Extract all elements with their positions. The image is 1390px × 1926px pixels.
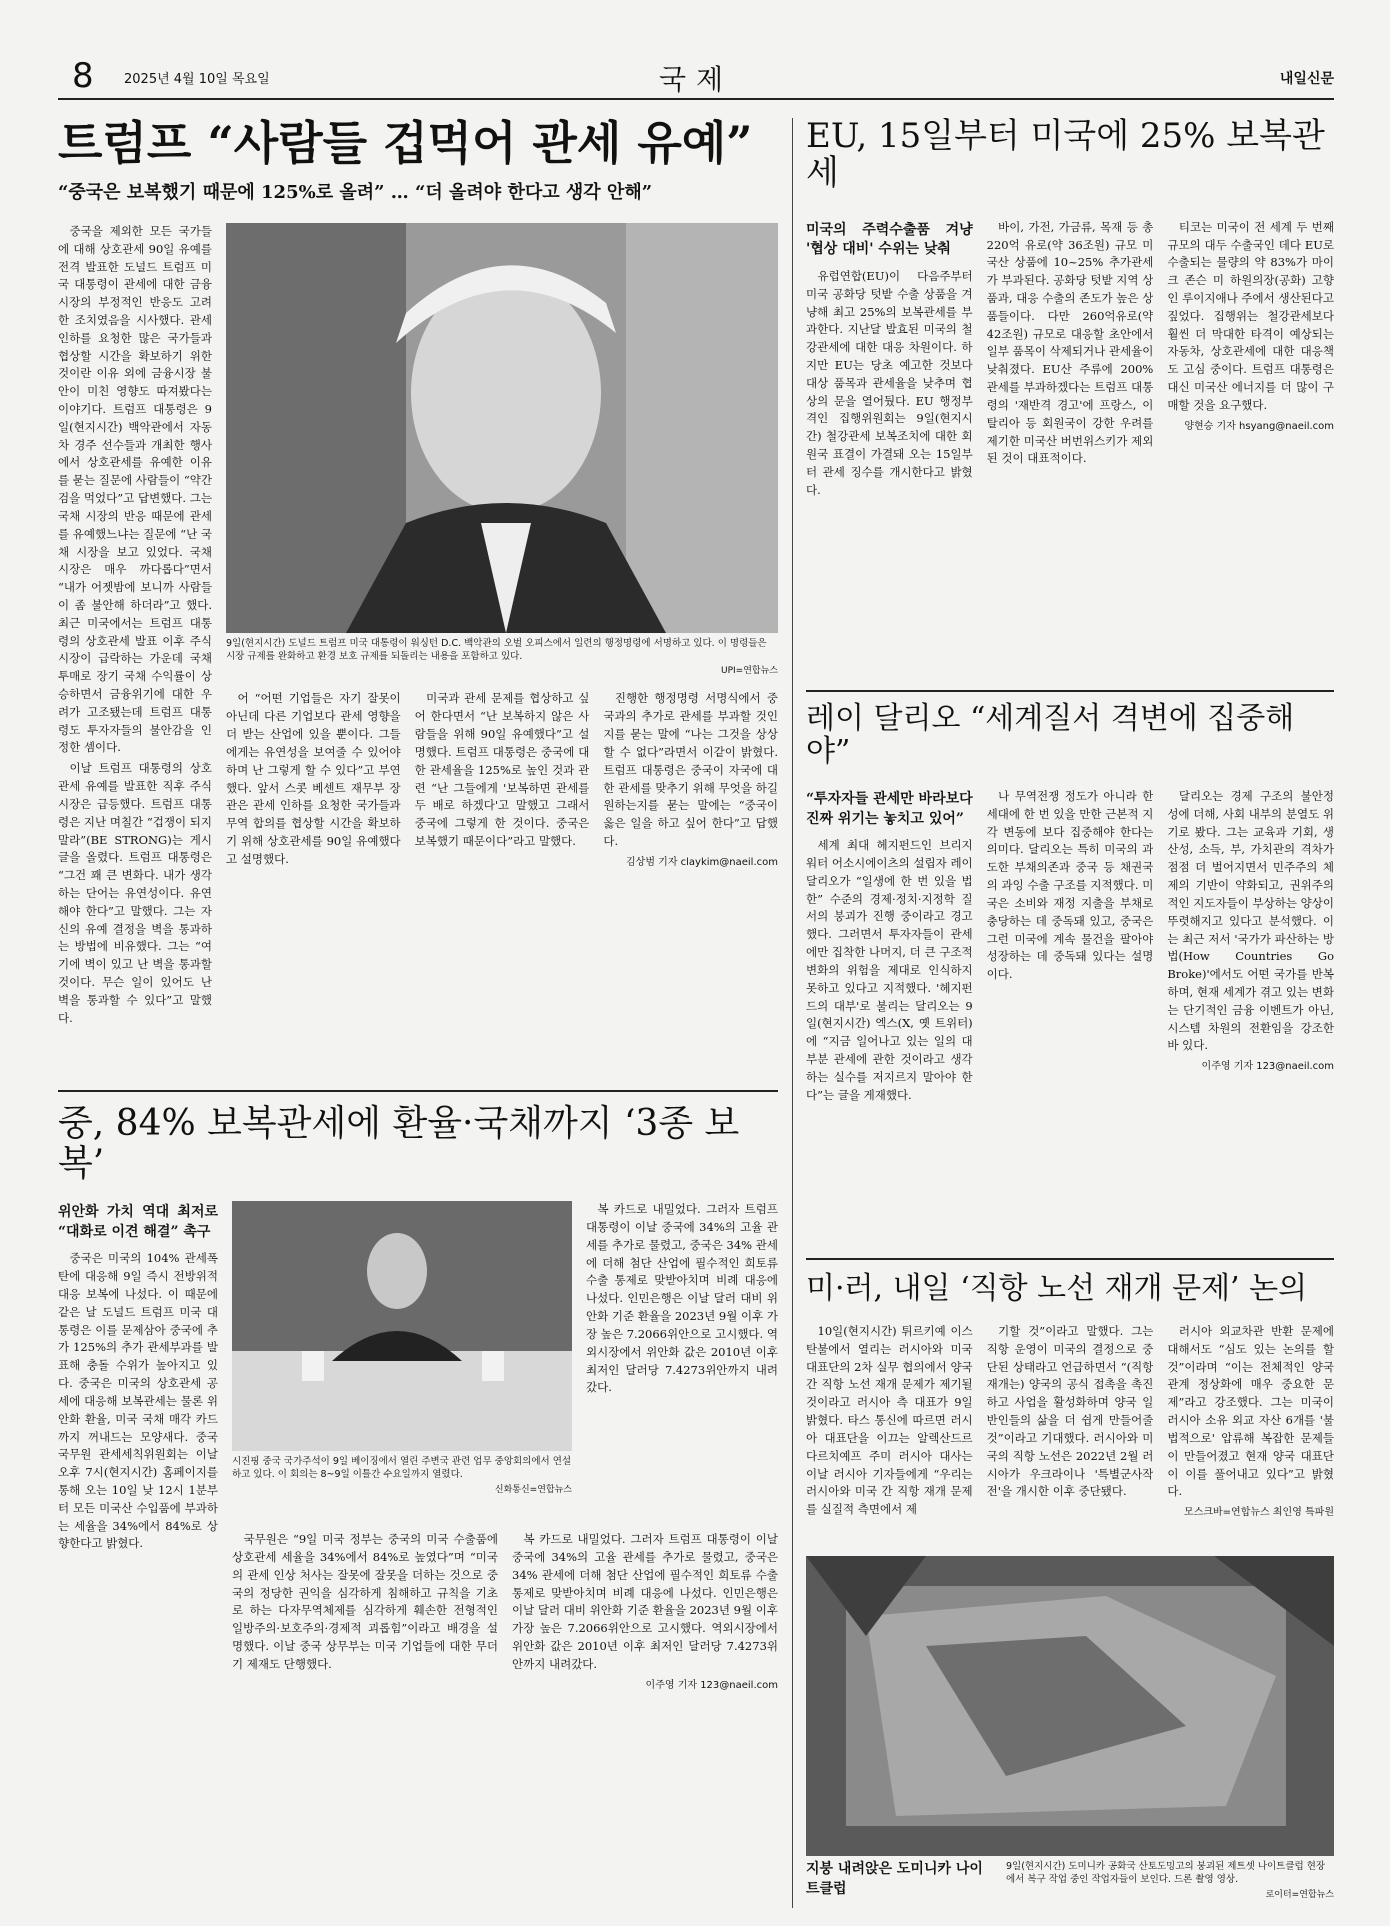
section-rule — [806, 1258, 1334, 1260]
byline-eu: 양현승 기자 hsyang@naeil.com — [1184, 420, 1334, 432]
issue-date: 2025년 4월 10일 목요일 — [124, 72, 270, 87]
article-column: 미국의 주력수출품 겨냥 '협상 대비' 수위는 낮춰 유럽연합(EU)이 다음주부터 미국 공화당 텃밭 수출 상품을 겨냥해 최고 25%의 보복관세를 부과한다. 지난달 발효된 미국의 철강관세에 대한 대응 차원이다. 하지만 EU는 당초 예고한 것보다 대상 품목과 관세율을 낮추며 협상의 문을 열어뒀다. EU 행정부 격인 집행위원회는 9일(현지시간) 철강관세 보복조치에 대한 회원국 표결이 가결돼 오는 15일부터 관세 징수를 개시한다고 밝혔다. — [806, 221, 973, 497]
article-column: 복 카드로 내밀었다. 그러자 트럼프 대통령이 이날 중국에 34%의 고율 관세를 추가로 물렸고, 중국은 34% 관세에 더해 첨단 산업에 필수적인 희토류 수출 통제로 맞받아치며 비례 대응에 나섰다. 인민은행은 이날 달러 대비 위안화 기준 환율을 2023년 9월 이후 가장 높은 7.2066위안으로 고시했다. 역외시장에서 위안화 값은 2010년 이후 최저인 달러당 7.4273위안까지 내려갔다. 이주영 기자 123@naeil.com — [512, 1531, 778, 1914]
section-rule — [806, 690, 1334, 692]
byline-china: 이주영 기자 123@naeil.com — [645, 1679, 778, 1691]
column-divider — [792, 118, 793, 1908]
article-column: 러시아 외교차관 반환 문제에 대해서도 “심도 있는 논의를 할 것”이라며 “이는 전체적인 양국 관계 정상화에 매우 중요한 문제”라고 강조했다. 그는 미국이 러시아 소유 외교 자산 6개를 '불법적으로' 압류해 복잡한 문제들이 만들어졌고 현재 양국 대표단이 이를 풀어내고 있다”고 밝혔다. 모스크바=연합뉴스 최인영 특파원 — [1167, 1323, 1334, 1523]
article-trump — [58, 118, 778, 1078]
trump-photo-caption: 9일(현지시간) 도널드 트럼프 미국 대통령이 워싱턴 D.C. 백악관의 오벌 오피스에서 일련의 행정명령에 서명하고 있다. 이 명령들은 시장 규제를 완화하고 환경 보호 규제를 되돌리는 내용을 포함하고 있다. — [226, 637, 767, 663]
kicker-eu: 미국의 주력수출품 겨냥 '협상 대비' 수위는 낮춰 — [806, 221, 973, 258]
article-column: 10일(현지시간) 튀르키예 이스탄불에서 열리는 러시아와 미국 대표단의 2차 실무 협의에서 양국 간 직항 노선 재개 문제가 제기될 것이라고 러시아 측 대표가 9일 밝혔다. 타스 통신에 따르면 러시아 대표단을 이끄는 알렉산드르 다르치예프 주미 러시아 대사는 이날 러시아 기자들에게 “우리는 러시아와 미국 간 직항 재개 문제를 실질적 측면에서 제 — [806, 1324, 973, 1517]
trump-photo — [226, 223, 778, 633]
nightclub-photo-image — [806, 1556, 1334, 1856]
byline-dalio: 이주영 기자 123@naeil.com — [1201, 1061, 1334, 1073]
kicker-dalio: “투자자들 관세만 바라보다 진짜 위기는 놓치고 있어” — [806, 791, 973, 827]
photo-caption-domrep: 9일(현지시간) 도미니카 공화국 산토도밍고의 붕괴된 제트셋 나이트클럽 현장에서 복구 작업 중인 작업자들이 보인다. 드론 촬영 영상. — [1006, 1861, 1326, 1886]
xi-photo — [232, 1201, 572, 1451]
photo-title-domrep: 지붕 내려앉은 도미니카 나이트클럽 — [806, 1861, 983, 1897]
subheadline-trump: “중국은 보복했기 때문에 125%로 올려” … “더 올려야 한다고 생각 안해” — [58, 181, 653, 203]
article-column: 어 “어떤 기업들은 자기 잘못이 아닌데 다른 기업보다 관세 영향을 더 받는 산업에 있을 뿐이다. 그들에게는 유연성을 보여줄 수 있어야 하며 난 그렇게 할 수 있다”고 부연했다. 앞서 스콧 베센트 재무부 장관은 관세 인하를 요청한 국가들과 무역 합의를 협상할 시간을 확보하기 위해 상호관세를 90일 유예했다고 설명했다. — [226, 691, 401, 866]
page-number: 8 — [72, 56, 94, 96]
xi-photo-image — [232, 1201, 572, 1451]
newspaper-name: 내일신문 — [1279, 71, 1334, 87]
trump-photo-credit: UPI=연합뉴스 — [721, 666, 778, 677]
byline-russia: 모스크바=연합뉴스 최인영 특파원 — [1184, 1507, 1334, 1519]
article-column: 미국과 관세 문제를 협상하고 싶어 한다면서 “난 보복하지 않은 사람들을 위해 90일 유예했다”고 설명했다. 트럼프 대통령은 중국에 대한 관세율을 125%로 높인 것과 관련 “난 그들에게 '보복하면 관세를 두 배로 하겠다'고 말했고 그래서 중국에 그렇게 한 것이다. 중국은 보복했기 때문이다”라고 말했다. — [414, 691, 590, 848]
article-column: “투자자들 관세만 바라보다 진짜 위기는 놓치고 있어” 세계 최대 헤지펀드인 브리지워터 어소시에이츠의 설립자 레이 달리오가 “일생에 한 번 있을 법한” 수준의 경제·정치·지정학 질서의 붕괴가 진행 중이라고 경고했다. 그러면서 투자자들이 관세에만 집착한 나머지, 더 큰 구조적 변화의 위험을 제대로 인식하지 못하고 있다고 지적했다. '헤지펀드의 대부'로 불리는 달리오는 9일(현지시간) 엑스(X, 옛 트위터)에 “지금 일어나고 있는 일의 대부분 관세에 관한 것이라고 생각하는 실수를 저지르지 말아야 한다”는 글을 게재했다. — [806, 791, 973, 1102]
article-column: 진행한 행정명령 서명식에서 중국과의 추가로 관세를 부과할 것인지를 묻는 말에 “나는 그것을 상상할 수 없다”라면서 이같이 밝혔다. 트럼프 대통령은 중국이 자국에 대한 관세를 맞추기 위해 무엇을 하길 원하는지를 묻는 말에는 “중국이 옳은 일을 하고 싶어 한다”고 답했다. 김상범 기자 claykim@naeil.com — [603, 690, 778, 1050]
article-column: 위안화 가치 역대 최저로 “대화로 이견 해결” 촉구 중국은 미국의 104% 관세폭탄에 대응해 9일 즉시 전방위적 대응 보복에 나섰다. 이 때문에 같은 날 도널드 트럼프 미국 대통령은 이를 문제삼아 중국에 추가 125%의 추가 관세부과를 발표해 충돌 수위가 높아지고 있다. 중국은 미국의 상호관세 공세에 대응해 보복관세는 물론 위안화 환율, 미국 국채 매각 카드까지 꺼내드는 모양새다. 중국 국무원 관세세칙위원회는 이날 오후 7시(현지시간) 홈페이지를 통해 오는 10일 낮 12시 1분부터 모든 미국산 수입품에 부과하는 세율을 34%에서 84%로 상향한다고 밝혔다. — [58, 1204, 218, 1551]
article-column: 기할 것”이라고 말했다. 그는 직항 운영이 미국의 결정으로 중단된 상태라고 언급하면서 “(직항 재개는) 양국의 공식 접촉을 촉진하고 사업을 활성화하며 양국 일반인들의 삶을 더 쉽게 만들어줄 것”이라고 기대했다. 러시아와 미국의 직항 노선은 2022년 2월 러시아가 우크라이나 '특별군사작전'을 개시한 이후 중단됐다. — [986, 1324, 1154, 1499]
byline-trump: 김상범 기자 claykim@naeil.com — [626, 856, 778, 868]
article-china — [58, 1104, 778, 1914]
article-column: 복 카드로 내밀었다. 그러자 트럼프 대통령이 이날 중국에 34%의 고율 관세를 추가로 물렸고, 중국은 34% 관세에 더해 첨단 산업에 필수적인 희토류 수출 통제로 맞받아치며 비례 대응에 나섰다. 인민은행은 이날 달러 대비 위안화 기준 환율을 2023년 9월 이후 가장 높은 7.2066위안으로 고시했다. 역외시장에서 위안화 값은 2010년 이후 최저인 달러당 7.4273위안까지 내려갔다. — [586, 1202, 778, 1395]
article-column: 바이, 가전, 가금류, 목재 등 총 220억 유로(약 36조원) 규모 미국산 상품에 10~25% 추가관세가 부과된다. 공화당 텃밭 지역 상품과, 대응 수출의 존도가 높은 상품들이다. 다만 260억유로(약 42조원) 규모로 대응할 초안에서 일부 품목이 삭제되거나 관세율이 낮춰졌다. EU산 주류에 200% 관세를 부과하겠다는 트럼프 대통령의 '재반격 경고'에 프랑스, 이탈리아 등 회원국이 강한 우려를 제기한 미국산 버번위스키가 제외된 것이 대표적이다. — [986, 219, 1154, 466]
headline-china: 중, 84% 보복관세에 환율·국채까지 ‘3종 보복’ — [58, 1104, 740, 1184]
article-column: 달리오는 경제 구조의 불안정성에 더해, 사회 내부의 분열도 위기로 봤다. 그는 교육과 기회, 생산성, 소득, 부, 가치관의 격차가 점점 더 벌어지면서 민주주의 체제의 기반이 약화되고, 권위주의적인 지도자들이 부상하는 양상이 뚜렷해지고 있다고 분석했다. 이는 최근 저서 '국가가 파산하는 방법(How Countries Go Broke)'에서도 어떤 국가를 반복하며, 현재 세계가 겪고 있는 변화는 단기적인 금융 이벤트가 아닌, 시스템 차원의 전환임을 강조한 바 있다. 이주영 기자 123@naeil.com — [1167, 788, 1334, 1242]
headline-trump: 트럼프 “사람들 겁먹어 관세 유예” — [58, 118, 753, 170]
article-column: 티코는 미국이 전 세계 두 번째 규모의 대두 수출국인 데다 EU로 수출되는 물량의 약 83%가 마이크 존슨 미 하원의장(공화) 고향인 루이지애나 주에서 생산된다고 짚었다. 집행위는 철강관세보다 훨씬 더 막대한 타격이 예상되는 자동차, 상호관세에 대한 대응책도 고심 중이다. 트럼프 대통령은 대신 미국산 에너지를 더 많이 구매할 것을 요구했다. 양현승 기자 hsyang@naeil.com — [1167, 219, 1334, 678]
article-column: 국무원은 “9일 미국 정부는 중국의 미국 수출품에 상호관세 세율을 34%에서 84%로 높였다”며 “미국의 관세 인상 처사는 잘못에 잘못을 더하는 것으로 중국의 정당한 권익을 심각하게 침해하고 규칙을 기초로 하는 다자무역체제를 심각하게 훼손한 전형적인 일방주의·보호주의·경제적 괴롭힘”이라고 배경을 설명했다. 이날 중국 상무부는 미국 기업들에 대한 무더기 제재도 단행했다. — [232, 1532, 498, 1671]
article-dalio — [806, 702, 1334, 1242]
trump-photo-image — [226, 223, 778, 633]
nightclub-photo — [806, 1556, 1334, 1856]
headline-dalio: 레이 달리오 “세계질서 격변에 집중해야” — [806, 702, 1295, 769]
kicker-china: 위안화 가치 역대 최저로 “대화로 이견 해결” 촉구 — [58, 1204, 218, 1240]
xi-photo-caption: 시진핑 중국 국가주석이 9일 베이징에서 열린 주변국 관련 업무 중앙회의에서 연설하고 있다. 이 회의는 8~9일 이틀간 수요일까지 열렸다. — [232, 1456, 572, 1481]
headline-eu: EU, 15일부터 미국에 25% 보복관세 — [806, 118, 1325, 194]
photo-credit-domrep: 로이터=연합뉴스 — [1265, 1889, 1334, 1900]
masthead — [58, 56, 1334, 100]
section-rule — [58, 1090, 778, 1092]
article-russia — [806, 1272, 1334, 1542]
article-column: 중국을 제외한 모든 국가들에 대해 상호관세 90일 유예를 전격 발표한 도널드 트럼프 미국 대통령이 관세에 대한 금융시장의 부정적인 반응도 고려한 조치였음을 시사했다. 관세 인하를 요청한 많은 국가들과 협상할 시간을 확보하기 위한 것이란 이유 외에 금융시장 불안이 미친 영향도 따져봤다는 이야기다. 트럼프 대통령은 9일(현지시간) 백악관에서 자동차 경주 선수들과 개최한 행사에서 상호관세를 유예한 이유를 묻는 질문에 사람들이 “약간 검을 먹었다”고 답변했다. 그는 국채 시장의 반응 때문에 관세를 유예했느냐는 질문에 “난 국채 시장을 보고 있었다. 국채 시장은 매우 까다롭다”면서 “내가 어젯밤에 보니까 사람들이 좀 불안해 하더라”고 했다. 최근 미국에서는 트럼프 대통령의 상호관세 발표 이후 주식시장이 급락하는 가운데 국채 투매로 장기 국채 수익률이 상승하면서 금융위기에 대한 우려가 고조됐는데 트럼프 대통령도 투자자들의 불안감을 인정한 셈이다. 이날 트럼프 대통령의 상호관세 유예를 발표한 직후 주식시장은 급등했다. 트럼프 대통령은 지난 며칠간 “겁쟁이 되지 말라”(BE STRONG)는 게시글을 올렸다. 트럼프 대통령은 “그건 꽤 큰 변화다. 내가 생각하는 단어는 유연성이다. 유연해야 한다”고 말했다. 그는 자신의 유예 결정을 벽을 통과하는 방법에 비유했다. 그는 “여기에 벽이 있고 난 벽을 통과할 것이다. 무슨 일이 있어도 난 벽을 통과할 수 있다”고 말했다. — [58, 223, 212, 1025]
section-title: 국제 — [658, 63, 734, 96]
headline-russia: 미·러, 내일 ‘직항 노선 재개 문제’ 논의 — [806, 1272, 1308, 1306]
article-eu — [806, 118, 1334, 678]
article-column: 나 무역전쟁 정도가 아니라 한 세대에 한 번 있을 만한 근본적 지각 변동에 보다 집중해야 한다는 의미다. 달리오는 특히 미국의 과도한 부채의존과 중국 등 채권국의 과잉 수출 구조를 지적했다. 미국은 소비와 재정 지출을 부채로 충당하는 데 중독돼 있고, 중국은 그런 미국에 계속 물건을 팔아야 성장하는 데 중독돼 있다는 설명이다. — [986, 789, 1154, 982]
xi-photo-credit: 신화통신=연합뉴스 — [494, 1484, 572, 1495]
photo-domrep — [806, 1556, 1334, 1901]
